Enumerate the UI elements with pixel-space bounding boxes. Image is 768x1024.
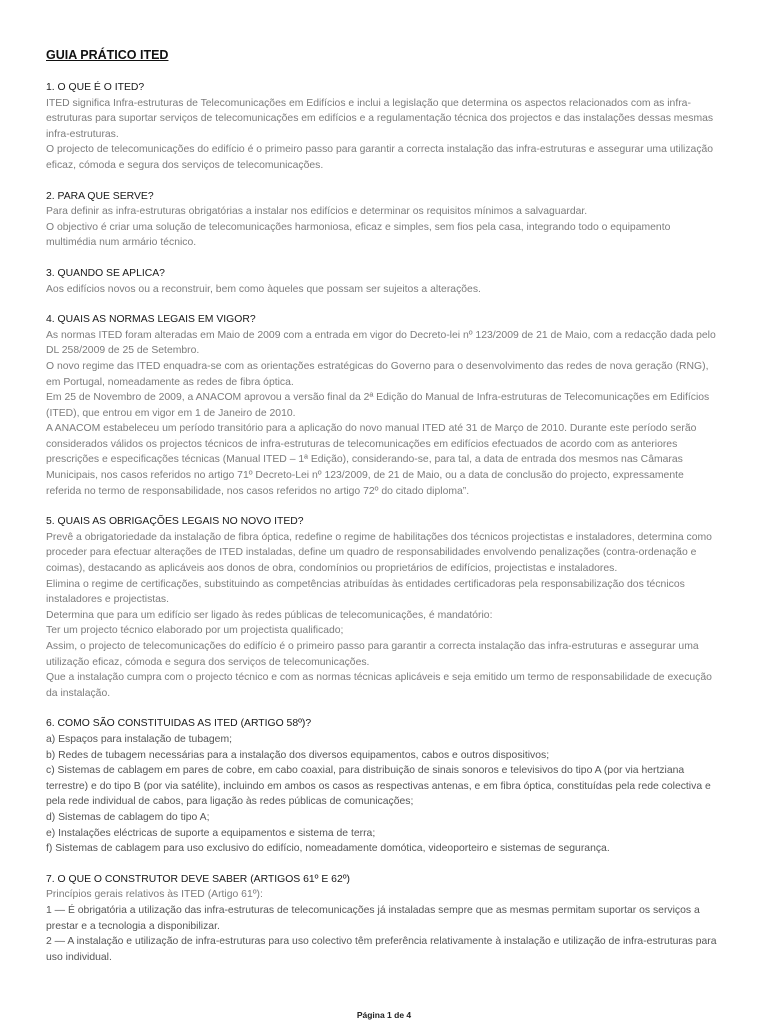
section-heading: 2. PARA QUE SERVE? [46, 190, 154, 202]
paragraph: Aos edifícios novos ou a reconstruir, bem como àqueles que possam ser sujeitos a alterações. [46, 283, 481, 295]
list-item: 1 — É obrigatória a utilização das infra-estruturas de telecomunicações já instaladas sempre que as mesmas permitam suportar os serviços a prestar e a tecnologia a disponibilizar. [46, 904, 700, 932]
section-1 [46, 80, 718, 174]
document-page [46, 46, 718, 980]
section-heading: 1. O QUE É O ITED? [46, 82, 145, 93]
section-6 [46, 716, 718, 856]
list-item: f) Sistemas de cablagem para uso exclusivo do edifício, nomeadamente domótica, videoporteiro e sistemas de segurança. [46, 843, 610, 855]
paragraph: ITED significa Infra-estruturas de Telecomunicações em Edifícios e inclui a legislação que determina os aspectos relacionados com as infra-estruturas para suportar serviços de telecomunicações em edifícios e a regulamentação técnica dos projectos e das instalações dessas mesmas infra-estruturas. [46, 97, 714, 140]
paragraph: Que a instalação cumpra com o projecto técnico e com as normas técnicas aplicáveis e seja emitido um termo de responsabilidade de execução da instalação. [46, 672, 712, 699]
list-item: 2 — A instalação e utilização de infra-estruturas para uso colectivo têm preferência relativamente à instalação e utilização de infra-estruturas para uso individual. [46, 936, 717, 963]
section-7 [46, 872, 718, 966]
list-item: e) Instalações eléctricas de suporte a equipamentos e sistema de terra; [46, 827, 376, 839]
paragraph: O projecto de telecomunicações do edifício é o primeiro passo para garantir a correcta instalação das infra-estruturas e assegurar uma utilização eficaz, cómoda e segura dos serviços de telecomunicações. [46, 144, 714, 171]
list-item: c) Sistemas de cablagem em pares de cobre, em cabo coaxial, para distribuição de sinais sonoros e televisivos do tipo A (por via hertziana terrestre) e do tipo B (por via satélite), incluindo em ambos os casos as respectivas antenas, e em fibra óptica, constituídas pela rede colectiva e pela rede individual de cabos, para ligação às redes públicas de comunicações; [46, 765, 711, 808]
paragraph: As normas ITED foram alteradas em Maio de 2009 com a entrada em vigor do Decreto-lei nº 123/2009 de 21 de Maio, com a redacção dada pelo DL 258/2009 de 25 de Setembro. [46, 329, 716, 357]
section-heading: 3. QUANDO SE APLICA? [46, 267, 165, 279]
list-item: b) Redes de tubagem necessárias para a instalação dos diversos equipamentos, cabos e outros dispositivos; [46, 749, 550, 761]
paragraph: O novo regime das ITED enquadra-se com as orientações estratégicas do Governo para o desenvolvimento das redes de nova geração (RNG), em Portugal, nomeadamente as redes de fibra óptica. [46, 360, 709, 388]
paragraph: Para definir as infra-estruturas obrigatórias a instalar nos edifícios e determinar os requisitos mínimos a salvaguardar. [46, 206, 588, 218]
section-4 [46, 312, 718, 499]
paragraph: Ter um projecto técnico elaborado por um projectista qualificado; [46, 625, 344, 637]
paragraph: Determina que para um edifício ser ligado às redes públicas de telecomunicações, é mandatório: [46, 609, 493, 621]
paragraph: O objectivo é criar uma solução de telecomunicações harmoniosa, eficaz e simples, sem fios pela casa, integrando todo o equipamento multimédia num armário técnico. [46, 221, 671, 249]
list-item: a) Espaços para instalação de tubagem; [46, 733, 232, 745]
paragraph: Princípios gerais relativos às ITED (Artigo 61º): [46, 889, 263, 901]
paragraph: Prevê a obrigatoriedade da instalação de fibra óptica, redefine o regime de habilitações dos técnicos projectistas e instaladores, determina como proceder para efectuar alterações de ITED instaladas, define um quadro de responsabilidades envolvendo penalizações (contra-ordenação e coimas), destacando as aplicáveis aos donos de obra, condomínios ou proprietários de edifícios, projectistas e instaladores. [46, 531, 712, 575]
paragraph: A ANACOM estabeleceu um período transitório para a aplicação do novo manual ITED até 31 de Março de 2010. Durante este período serão considerados válidos os projectos técnicos de infra-estruturas de telecomunicações em edifícios efectuados de acordo com as anteriores prescrições e especificações técnicas (Manual ITED – 1ª Edição), considerando-se, para tal, a data de entrada dos mesmos nas Câmaras Municipais, nos casos referidos no artigo 71º Decreto-Lei nº 123/2009, de 21 de Maio, ou a data de conclusão do projecto, expressamente referida no termo de responsabilidade, nos casos referidos no artigo 72º do citado diploma”. [46, 423, 697, 497]
list-item: d) Sistemas de cablagem do tipo A; [46, 811, 210, 823]
section-2 [46, 189, 718, 251]
section-heading: 5. QUAIS AS OBRIGAÇÕES LEGAIS NO NOVO ITED? [46, 516, 304, 528]
paragraph: Elimina o regime de certificações, substituindo as competências atribuídas às entidades certificadoras pela responsabilização dos técnicos instaladores e projectistas. [46, 578, 685, 606]
section-3 [46, 266, 718, 297]
section-5 [46, 514, 718, 701]
paragraph: Assim, o projecto de telecomunicações do edifício é o primeiro passo para garantir a correcta instalação das infra-estruturas e assegurar uma utilização eficaz, cómoda e segura dos serviços de telecomunicações. [46, 641, 699, 668]
section-heading: 6. COMO SÃO CONSTITUIDAS AS ITED (ARTIGO 58º)? [46, 718, 312, 730]
paragraph: Em 25 de Novembro de 2009, a ANACOM aprovou a versão final da 2ª Edição do Manual de Infra-estruturas de Telecomunicações em Edifícios (ITED), que entrou em vigor em 1 de Janeiro de 2010. [46, 392, 710, 419]
section-heading: 4. QUAIS AS NORMAS LEGAIS EM VIGOR? [46, 314, 256, 326]
section-heading: 7. O QUE O CONSTRUTOR DEVE SABER (ARTIGOS 61º E 62º) [46, 873, 350, 885]
document-title: GUIA PRÁTICO ITED [46, 48, 169, 62]
page-number: Página 1 de 4 [356, 1010, 412, 1020]
